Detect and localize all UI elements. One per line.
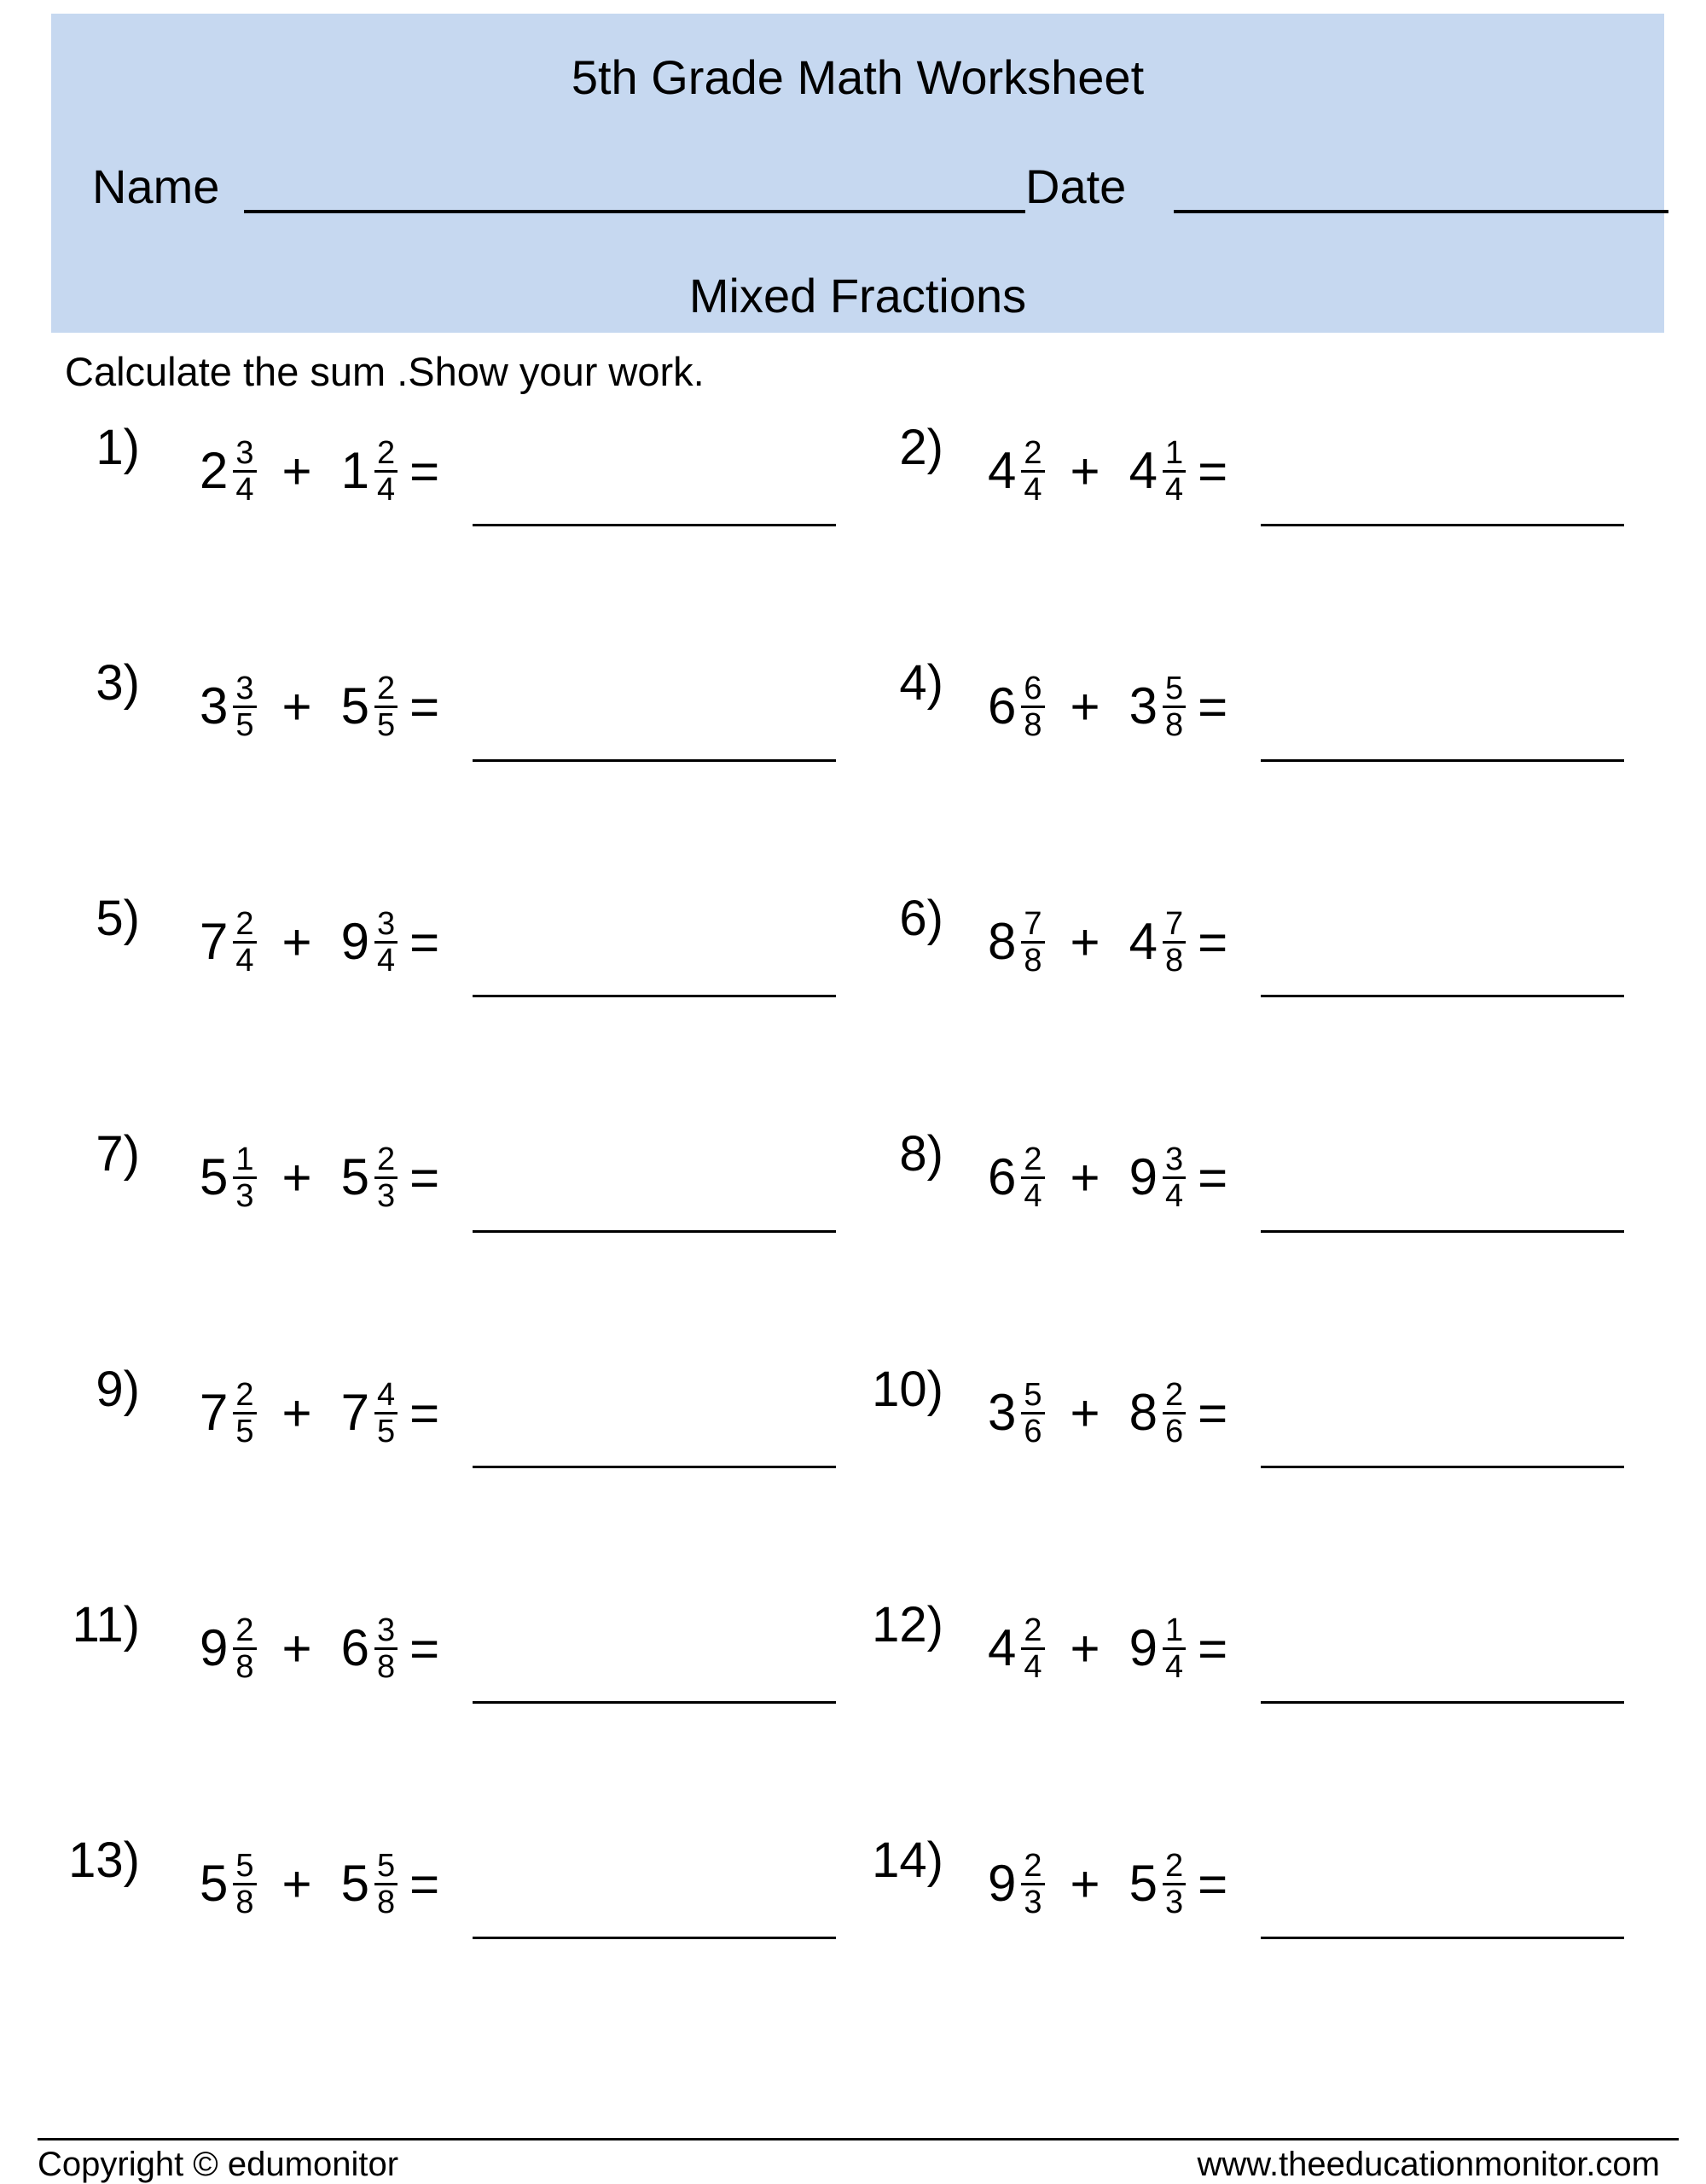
fraction (233, 1142, 256, 1213)
whole-number: 3 (200, 677, 229, 735)
whole-number: 7 (340, 1384, 369, 1441)
fraction (233, 907, 256, 978)
plus-sign: + (1070, 1619, 1100, 1677)
denominator: 8 (1024, 706, 1042, 743)
plus-sign: + (281, 1855, 312, 1913)
problem-item (788, 889, 1556, 1025)
numerator: 2 (233, 907, 256, 944)
plus-sign: + (1070, 1384, 1100, 1442)
answer-line[interactable] (1261, 759, 1624, 762)
numerator: 2 (1021, 436, 1044, 473)
problem-number: 13) (68, 1833, 140, 1888)
mixed-number-first (988, 671, 1045, 742)
numerator: 5 (374, 1849, 397, 1885)
answer-line[interactable] (1261, 524, 1624, 526)
answer-line[interactable] (473, 524, 836, 526)
numerator: 2 (1021, 1613, 1044, 1650)
answer-line[interactable] (1261, 1230, 1624, 1233)
equals-sign: = (1198, 1148, 1228, 1206)
equals-sign: = (409, 1855, 440, 1913)
fraction (1021, 671, 1044, 742)
whole-number: 1 (340, 442, 369, 499)
instructions: Calculate the sum .Show your work. (65, 349, 705, 394)
denominator: 8 (1164, 706, 1184, 743)
mixed-fraction-expression (988, 899, 1227, 985)
denominator: 6 (1024, 1413, 1042, 1449)
problem-item (788, 418, 1556, 555)
whole-number: 5 (200, 1855, 229, 1912)
numerator: 2 (1163, 1378, 1186, 1414)
denominator: 4 (235, 942, 254, 979)
fraction (1163, 436, 1186, 507)
mixed-number-first (988, 1613, 1045, 1684)
worksheet-subtitle: Mixed Fractions (688, 269, 1027, 322)
plus-sign: + (1070, 442, 1100, 500)
denominator: 3 (376, 1177, 396, 1214)
problem-number: 8) (899, 1126, 943, 1182)
numerator: 4 (374, 1378, 397, 1414)
date-field[interactable] (1174, 210, 1668, 213)
equals-sign: = (409, 1619, 440, 1677)
denominator: 4 (1024, 1648, 1042, 1685)
problem-number: 2) (899, 420, 943, 475)
fraction (1163, 1142, 1186, 1213)
problem-number: 9) (96, 1362, 140, 1417)
mixed-number-first (988, 1849, 1045, 1920)
denominator: 3 (235, 1177, 254, 1214)
numerator: 1 (1163, 436, 1186, 473)
plus-sign: + (281, 1384, 312, 1442)
mixed-fraction-expression (988, 428, 1227, 514)
denominator: 8 (235, 1884, 254, 1920)
denominator: 4 (376, 942, 396, 979)
problem-number: 5) (96, 891, 140, 946)
problem-item (788, 1360, 1556, 1496)
mixed-number-first (988, 907, 1045, 978)
mixed-number-second (341, 1849, 398, 1920)
fraction (1021, 436, 1044, 507)
whole-number: 8 (988, 913, 1017, 970)
footer-copyright: Copyright © edumonitor (38, 2146, 399, 2183)
numerator: 2 (1021, 1142, 1044, 1179)
equals-sign: = (1198, 1855, 1228, 1913)
mixed-number-second (341, 1613, 398, 1684)
fraction (374, 1613, 397, 1684)
whole-number: 5 (340, 677, 369, 735)
mixed-number-first (200, 1613, 257, 1684)
plus-sign: + (1070, 1148, 1100, 1206)
numerator: 3 (233, 436, 256, 473)
denominator: 5 (376, 1413, 396, 1449)
mixed-number-first (200, 671, 257, 742)
denominator: 8 (235, 1648, 254, 1685)
fraction (1163, 1849, 1186, 1920)
mixed-number-first (200, 1142, 257, 1213)
mixed-number-second (341, 436, 398, 507)
whole-number: 4 (988, 442, 1017, 499)
answer-line[interactable] (473, 759, 836, 762)
mixed-fraction-expression (988, 1606, 1227, 1691)
fraction (374, 907, 397, 978)
mixed-number-first (200, 436, 257, 507)
fraction (374, 1849, 397, 1920)
whole-number: 6 (988, 1148, 1017, 1205)
problem-item (0, 1595, 768, 1732)
problem-item (788, 1831, 1556, 1967)
fraction (374, 1378, 397, 1449)
mixed-number-second (1129, 436, 1187, 507)
fraction (1163, 1378, 1186, 1449)
fraction (233, 671, 256, 742)
answer-line[interactable] (1261, 1701, 1624, 1704)
denominator: 5 (235, 706, 254, 743)
problem-number: 12) (872, 1597, 943, 1653)
mixed-fraction-expression (200, 899, 439, 985)
numerator: 3 (233, 671, 256, 708)
plus-sign: + (281, 677, 312, 735)
fraction (1163, 1613, 1186, 1684)
numerator: 1 (1163, 1613, 1186, 1650)
fraction (1021, 1142, 1044, 1213)
problem-number: 1) (96, 420, 140, 475)
whole-number: 6 (340, 1619, 369, 1676)
date-label: Date (1025, 160, 1127, 213)
plus-sign: + (1070, 1855, 1100, 1913)
problem-number: 4) (899, 655, 943, 711)
equals-sign: = (409, 1384, 440, 1442)
plus-sign: + (281, 1148, 312, 1206)
mixed-fraction-expression (200, 1606, 439, 1691)
mixed-number-first (200, 1849, 257, 1920)
whole-number: 6 (988, 677, 1017, 735)
denominator: 6 (1164, 1413, 1184, 1449)
equals-sign: = (1198, 913, 1228, 971)
denominator: 3 (1164, 1884, 1184, 1920)
whole-number: 4 (1129, 913, 1158, 970)
denominator: 8 (376, 1648, 396, 1685)
problem-item (0, 889, 768, 1025)
mixed-fraction-expression (200, 1370, 439, 1455)
numerator: 5 (233, 1849, 256, 1885)
problem-number: 7) (96, 1126, 140, 1182)
denominator: 4 (1164, 1177, 1184, 1214)
numerator: 5 (1163, 671, 1186, 708)
denominator: 4 (376, 471, 396, 508)
fraction (1021, 1378, 1044, 1449)
plus-sign: + (281, 913, 312, 971)
numerator: 2 (374, 436, 397, 473)
mixed-fraction-expression (200, 1135, 439, 1220)
denominator: 5 (235, 1413, 254, 1449)
equals-sign: = (409, 442, 440, 500)
fraction (374, 671, 397, 742)
equals-sign: = (409, 677, 440, 735)
whole-number: 7 (200, 1384, 229, 1441)
name-label: Name (92, 160, 220, 213)
whole-number: 5 (1129, 1855, 1158, 1912)
mixed-number-second (1129, 1378, 1187, 1449)
mixed-fraction-expression (988, 1841, 1227, 1926)
mixed-fraction-expression (988, 1370, 1227, 1455)
denominator: 4 (235, 471, 254, 508)
problem-number: 3) (96, 655, 140, 711)
fraction (233, 1378, 256, 1449)
mixed-number-first (988, 436, 1045, 507)
mixed-fraction-expression (988, 1135, 1227, 1220)
whole-number: 5 (340, 1148, 369, 1205)
fraction (1163, 907, 1186, 978)
worksheet-header (51, 14, 1664, 333)
whole-number: 8 (1129, 1384, 1158, 1441)
plus-sign: + (1070, 913, 1100, 971)
numerator: 3 (374, 907, 397, 944)
problem-number: 11) (72, 1597, 140, 1653)
denominator: 4 (1164, 471, 1184, 508)
mixed-fraction-expression (200, 1841, 439, 1926)
numerator: 2 (233, 1613, 256, 1650)
fraction (1021, 907, 1044, 978)
problem-number: 6) (899, 891, 943, 946)
problem-item (788, 1124, 1556, 1261)
numerator: 1 (233, 1142, 256, 1179)
problem-item (0, 418, 768, 555)
name-field[interactable] (244, 210, 1025, 213)
problem-item (0, 653, 768, 790)
mixed-number-second (1129, 1142, 1187, 1213)
equals-sign: = (1198, 442, 1228, 500)
mixed-number-second (1129, 671, 1187, 742)
mixed-number-first (200, 907, 257, 978)
answer-line[interactable] (473, 1230, 836, 1233)
numerator: 2 (1021, 1849, 1044, 1885)
mixed-number-second (341, 907, 398, 978)
mixed-fraction-expression (988, 664, 1227, 749)
whole-number: 9 (988, 1855, 1017, 1912)
whole-number: 9 (1129, 1148, 1158, 1205)
equals-sign: = (1198, 1384, 1228, 1442)
worksheet-title: 5th Grade Math Worksheet (571, 50, 1145, 104)
numerator: 7 (1021, 907, 1044, 944)
plus-sign: + (281, 442, 312, 500)
equals-sign: = (409, 1148, 440, 1206)
mixed-number-first (988, 1378, 1045, 1449)
whole-number: 7 (200, 913, 229, 970)
whole-number: 9 (1129, 1619, 1158, 1676)
name-date-row (92, 157, 1628, 217)
whole-number: 5 (200, 1148, 229, 1205)
denominator: 8 (1164, 942, 1184, 979)
mixed-fraction-expression (200, 428, 439, 514)
numerator: 2 (374, 1142, 397, 1179)
denominator: 3 (1024, 1884, 1042, 1920)
denominator: 4 (1164, 1648, 1184, 1685)
mixed-number-first (200, 1378, 257, 1449)
footer-divider (38, 2138, 1679, 2140)
fraction (1021, 1613, 1044, 1684)
numerator: 2 (374, 671, 397, 708)
answer-line[interactable] (473, 1937, 836, 1939)
answer-line[interactable] (1261, 995, 1624, 997)
mixed-number-second (341, 1378, 398, 1449)
whole-number: 9 (200, 1619, 229, 1676)
plus-sign: + (281, 1619, 312, 1677)
denominator: 4 (1024, 1177, 1042, 1214)
problem-number: 14) (872, 1833, 943, 1888)
fraction (374, 1142, 397, 1213)
mixed-number-second (341, 671, 398, 742)
denominator: 8 (376, 1884, 396, 1920)
fraction (374, 436, 397, 507)
numerator: 3 (374, 1613, 397, 1650)
equals-sign: = (1198, 677, 1228, 735)
answer-line[interactable] (473, 1466, 836, 1468)
whole-number: 4 (1129, 442, 1158, 499)
whole-number: 9 (340, 913, 369, 970)
problem-item (788, 653, 1556, 790)
whole-number: 2 (200, 442, 229, 499)
mixed-number-first (988, 1142, 1045, 1213)
numerator: 7 (1163, 907, 1186, 944)
mixed-fraction-expression (200, 664, 439, 749)
numerator: 5 (1021, 1378, 1044, 1414)
fraction (1163, 671, 1186, 742)
problem-number: 10) (872, 1362, 943, 1417)
answer-line[interactable] (1261, 1466, 1624, 1468)
problem-item (0, 1831, 768, 1967)
whole-number: 3 (988, 1384, 1017, 1441)
problem-item (0, 1360, 768, 1496)
numerator: 2 (233, 1378, 256, 1414)
denominator: 4 (1024, 471, 1042, 508)
fraction (233, 436, 256, 507)
whole-number: 5 (340, 1855, 369, 1912)
mixed-number-second (1129, 1613, 1187, 1684)
plus-sign: + (1070, 677, 1100, 735)
whole-number: 3 (1129, 677, 1158, 735)
denominator: 5 (376, 706, 396, 743)
answer-line[interactable] (1261, 1937, 1624, 1939)
mixed-number-second (341, 1142, 398, 1213)
whole-number: 4 (988, 1619, 1017, 1676)
fraction (233, 1849, 256, 1920)
numerator: 6 (1021, 671, 1044, 708)
mixed-number-second (1129, 1849, 1187, 1920)
problem-item (0, 1124, 768, 1261)
numerator: 2 (1163, 1849, 1186, 1885)
answer-line[interactable] (473, 995, 836, 997)
numerator: 3 (1163, 1142, 1186, 1179)
fraction (233, 1613, 256, 1684)
answer-line[interactable] (473, 1701, 836, 1704)
equals-sign: = (1198, 1619, 1228, 1677)
denominator: 8 (1024, 942, 1042, 979)
footer-website: www.theeducationmonitor.com (1197, 2146, 1660, 2183)
mixed-number-second (1129, 907, 1187, 978)
fraction (1021, 1849, 1044, 1920)
problem-item (788, 1595, 1556, 1732)
equals-sign: = (409, 913, 440, 971)
